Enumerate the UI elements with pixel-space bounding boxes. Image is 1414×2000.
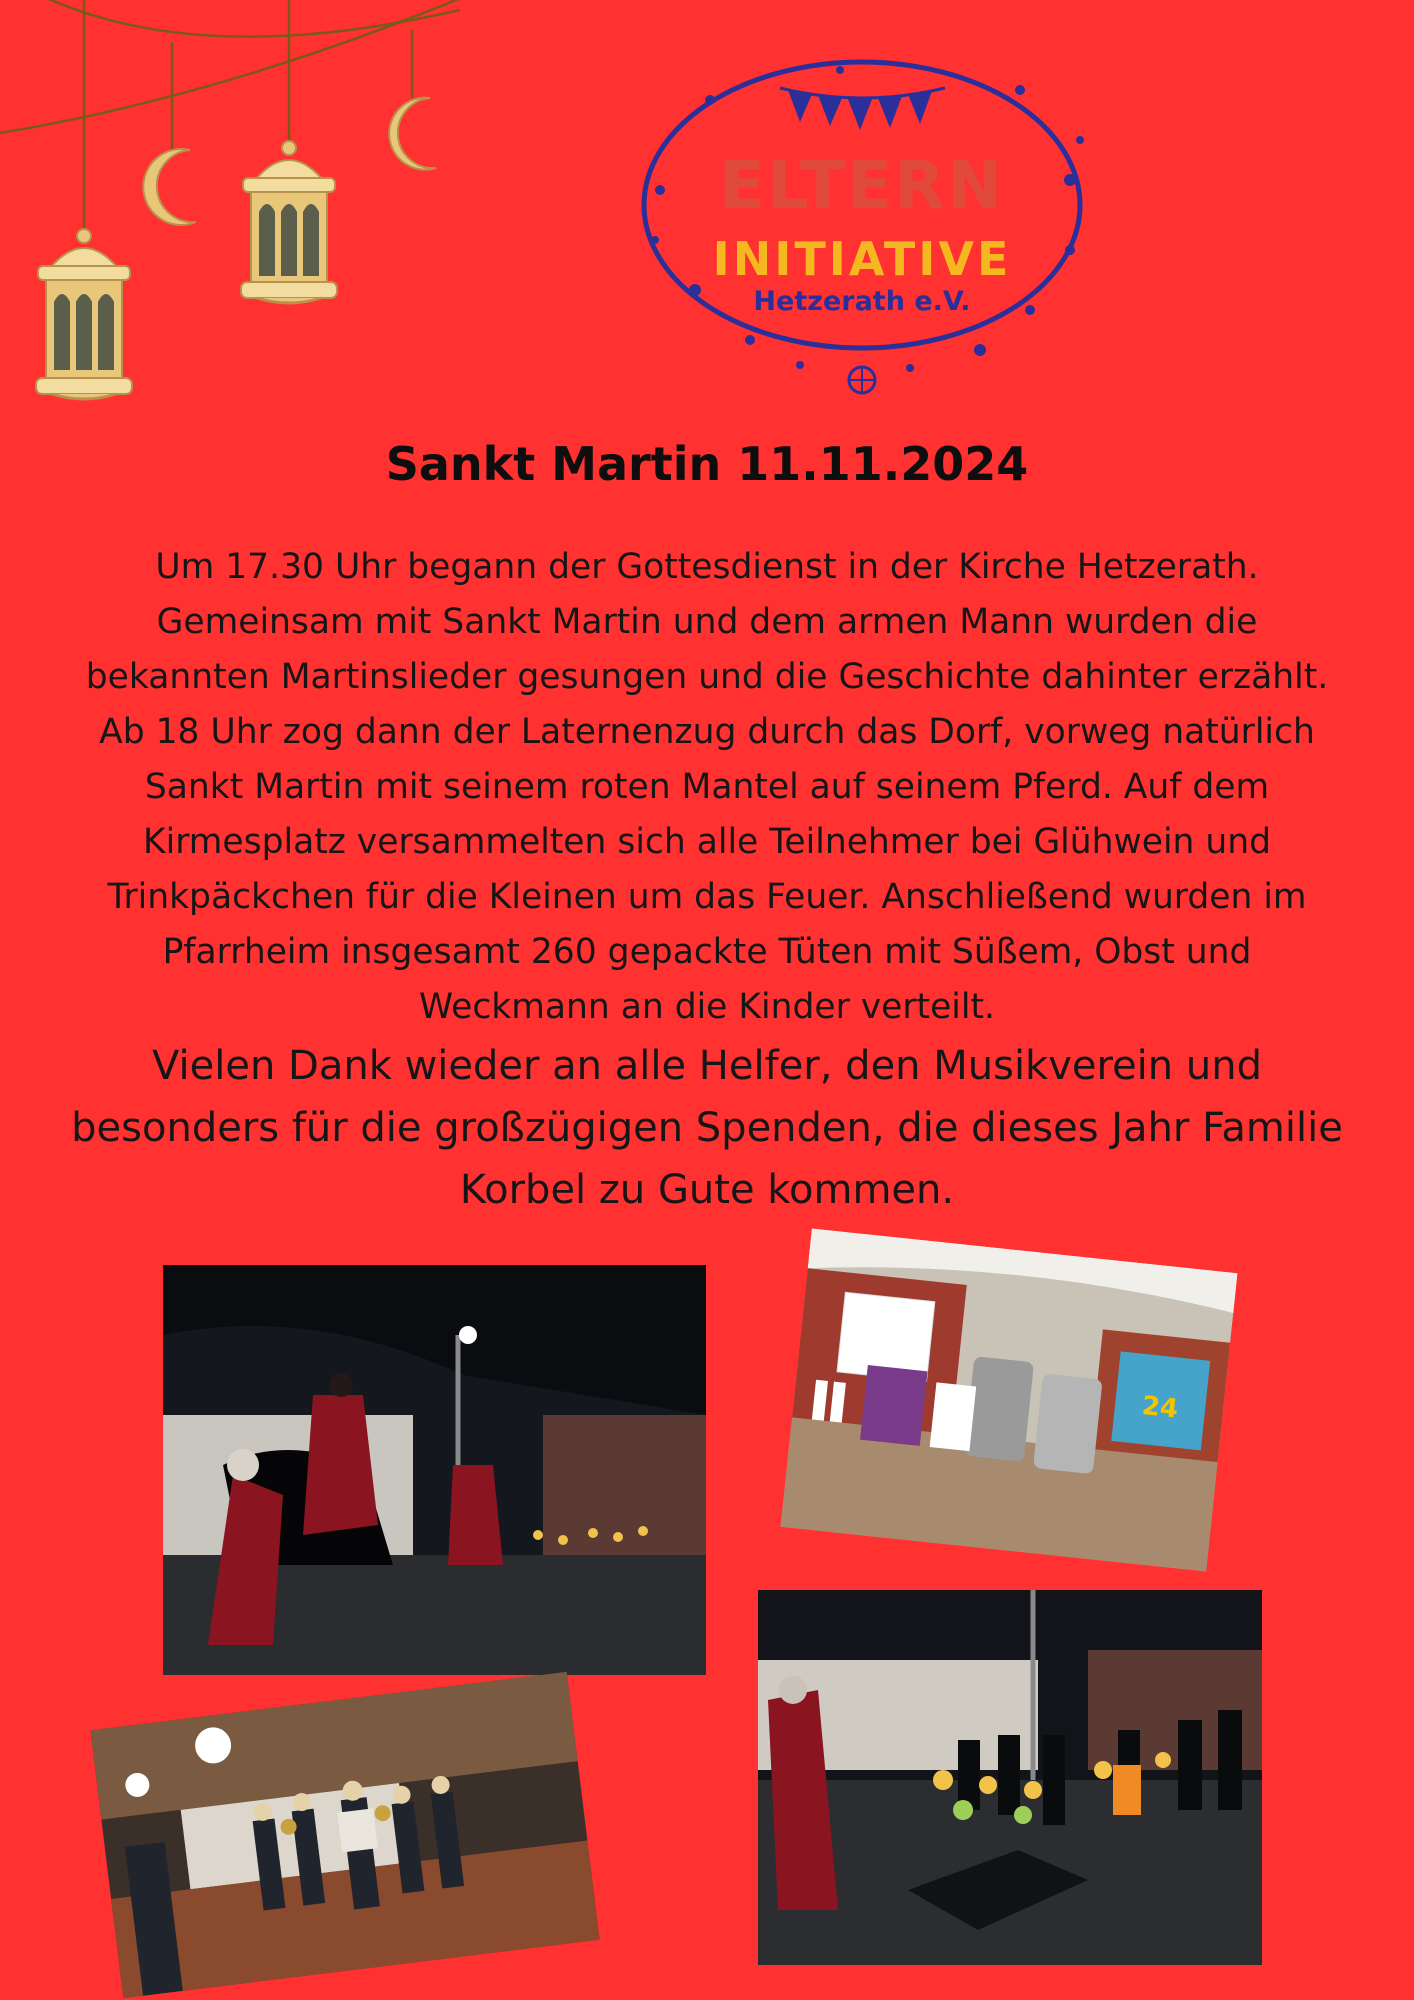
photo-musikverein (90, 1672, 599, 1998)
logo-line-eltern: ELTERN (719, 147, 1005, 224)
text-line: besonders für die großzügigen Spenden, die dieses Jahr Familie (71, 1105, 1343, 1151)
text-line: Sankt Martin mit seinem roten Mantel auf seinem Pferd. Auf dem (144, 767, 1270, 807)
event-description (10, 540, 1404, 1035)
hanging-lanterns-decoration (0, 0, 460, 410)
lantern-icon (241, 141, 337, 303)
text-line: bekannten Martinslieder gesungen und die Geschichte dahinter erzählt. (85, 657, 1329, 697)
page-title: Sankt Martin 11.11.2024 (385, 437, 1029, 491)
eltern-initiative-logo (600, 30, 1120, 410)
text-line: Gemeinsam mit Sankt Martin und dem armen Mann wurden die (156, 602, 1258, 642)
logo-line-hetzerath: Hetzerath e.V. (753, 286, 971, 317)
stand-sign-label: 24 (1140, 1391, 1180, 1425)
text-line: Weckmann an die Kinder verteilt. (419, 987, 995, 1027)
text-line: Kirmesplatz versammelten sich alle Teilnehmer bei Glühwein und (142, 822, 1271, 862)
article-body (10, 540, 1404, 1221)
crescent-moon-icon (389, 98, 436, 170)
lantern-icon (36, 229, 132, 399)
text-line: Korbel zu Gute kommen. (459, 1167, 955, 1213)
logo-line-initiative: INITIATIVE (712, 232, 1012, 286)
text-line: Ab 18 Uhr zog dann der Laternenzug durch das Dorf, vorweg natürlich (99, 712, 1315, 752)
photo-gluehwein-stand (780, 1228, 1237, 1571)
photo-sankt-martin-horse (163, 1265, 706, 1675)
text-line: Pfarrheim insgesamt 260 gepackte Tüten mit Süßem, Obst und (162, 932, 1252, 972)
crescent-moon-icon (143, 149, 196, 225)
thank-you-note (10, 1035, 1404, 1221)
text-line: Vielen Dank wieder an alle Helfer, den Musikverein und (152, 1043, 1262, 1089)
photo-laternenzug (758, 1590, 1262, 1965)
text-line: Um 17.30 Uhr begann der Gottesdienst in der Kirche Hetzerath. (155, 547, 1259, 587)
text-line: Trinkpäckchen für die Kleinen um das Feuer. Anschließend wurden im (107, 877, 1307, 917)
bunting-icon (780, 88, 945, 130)
disco-ball-icon (849, 367, 875, 393)
